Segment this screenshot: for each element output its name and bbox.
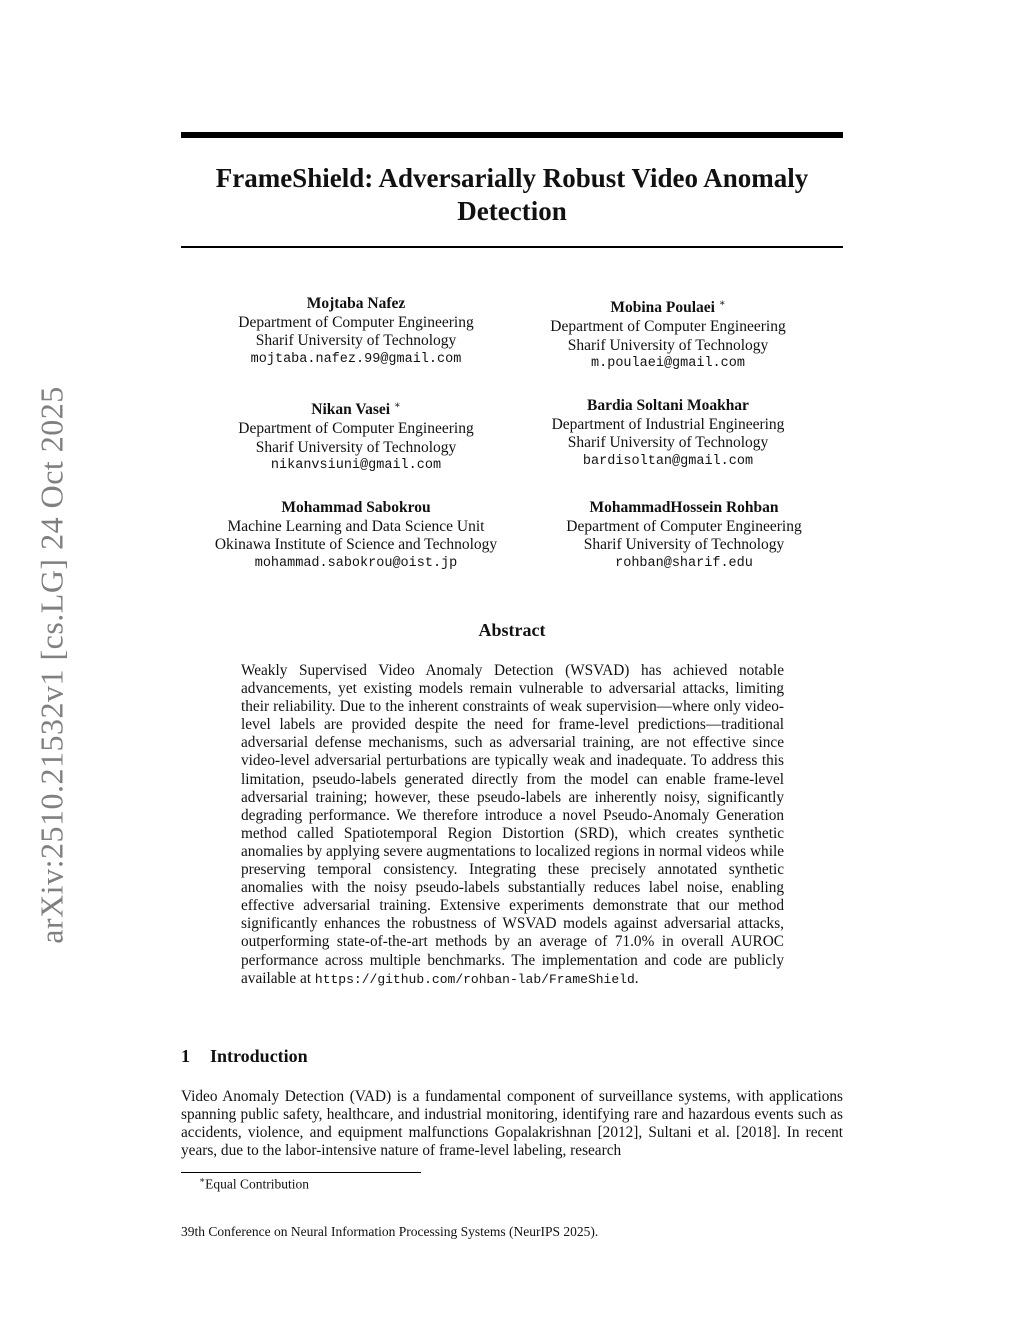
author-dept: Department of Computer Engineering [566, 517, 802, 535]
author-email[interactable]: nikanvsiuni@gmail.com [270, 458, 442, 474]
author-name: Mobina Poulaei ∗ [610, 298, 726, 317]
intro-paragraph: Video Anomaly Detection (VAD) is a fundamental component of surveillance systems, with applications spanning public safety, healthcare, and industrial monitoring, identifying rare and hazardous events such as accidents, violence, and equipment malfunctions Gopalakrishnan [2012], Sultani et al. [2018]. In recent years, due to the labor-intensive nature of frame-level labeling, research [181, 1088, 843, 1160]
venue-note: 39th Conference on Neural Information Processing Systems (NeurIPS 2025). [181, 1224, 599, 1239]
author-inst: Sharif University of Technology [255, 332, 457, 350]
author-inst: Sharif University of Technology [583, 536, 785, 554]
author-block [191, 499, 521, 574]
author-email[interactable]: mojtaba.nafez.99@gmail.com [250, 352, 462, 368]
abstract-heading: Abstract [478, 620, 546, 640]
code-link[interactable]: https://github.com/rohban-lab/FrameShield [314, 971, 635, 987]
author-name: MohammadHossein Rohban [589, 499, 779, 516]
title-bottom-rule [181, 246, 843, 248]
author-inst: Okinawa Institute of Science and Technology [214, 536, 498, 554]
footnote-rule [181, 1172, 421, 1173]
author-dept: Department of Industrial Engineering [551, 415, 785, 433]
author-block [503, 295, 833, 374]
equal-contribution-mark: ∗ [718, 298, 726, 309]
footnote-text: Equal Contribution [205, 1176, 309, 1192]
section-title: Introduction [210, 1046, 308, 1066]
author-block [191, 295, 521, 370]
author-inst: Sharif University of Technology [255, 438, 457, 456]
author-dept: Department of Computer Engineering [238, 313, 474, 331]
abstract-body: Weakly Supervised Video Anomaly Detection (WSVAD) has achieved notable advancements, yet existing models remain vulnerable to adversarial attacks, limiting their reliability. Due to the inherent constraints of weak supervision—where only video-level labels are provided despite the need for frame-level predictions—traditional adversarial defense mechanisms, such as adversarial training, are not effective since video-level adversarial perturbations are typically weak and inadequate. To address this limitation, pseudo-labels generated directly from the model can enable frame-level adversarial training; however, these pseudo-labels are inherently noisy, significantly degrading performance. We therefore introduce a novel Pseudo-Anomaly Generation method called Spatiotemporal Region Distortion (SRD), which creates synthetic anomalies by applying severe augmentations to localized regions in normal videos while preserving temporal consistency. Integrating these precisely annotated synthetic anomalies with the noisy pseudo-labels substantially reduces label noise, enabling effective adversarial training. Extensive experiments demonstrate that our method significantly enhances the robustness of WSVAD models against adversarial attacks, outperforming state-of-the-art methods by an average of 71.0% in overall AUROC performance across multiple benchmarks. The implementation and code are publicly available at [241, 662, 784, 987]
author-block [191, 397, 521, 476]
footnote [199, 1175, 309, 1193]
author-name: Mojtaba Nafez [306, 295, 406, 312]
abstract-end: . [634, 969, 639, 987]
author-email[interactable]: rohban@sharif.edu [615, 556, 753, 572]
author-dept: Department of Computer Engineering [238, 419, 474, 437]
section-number: 1 [181, 1046, 190, 1066]
author-name: Nikan Vasei ∗ [311, 400, 401, 419]
author-name: Mohammad Sabokrou [281, 499, 431, 516]
equal-contribution-mark: ∗ [393, 400, 401, 411]
arxiv-id: arXiv:2510.21532v1 [cs.LG] 24 Oct 2025 [33, 386, 70, 944]
author-dept: Department of Computer Engineering [550, 317, 786, 335]
footnote-mark: ∗ [199, 1175, 206, 1185]
section-heading [181, 1046, 308, 1067]
author-inst: Sharif University of Technology [567, 336, 769, 354]
author-block [519, 499, 849, 574]
author-block [503, 397, 833, 472]
author-name: Bardia Soltani Moakhar [587, 397, 749, 414]
title-top-rule [181, 132, 843, 138]
author-dept: Machine Learning and Data Science Unit [227, 517, 485, 535]
author-inst: Sharif University of Technology [567, 434, 769, 452]
author-email[interactable]: bardisoltan@gmail.com [582, 454, 754, 470]
author-email[interactable]: m.poulaei@gmail.com [591, 356, 745, 372]
abstract-text [241, 662, 784, 989]
author-email[interactable]: mohammad.sabokrou@oist.jp [254, 556, 458, 572]
paper-title: FrameShield: Adversarially Robust Video Anomaly Detection [215, 163, 809, 226]
